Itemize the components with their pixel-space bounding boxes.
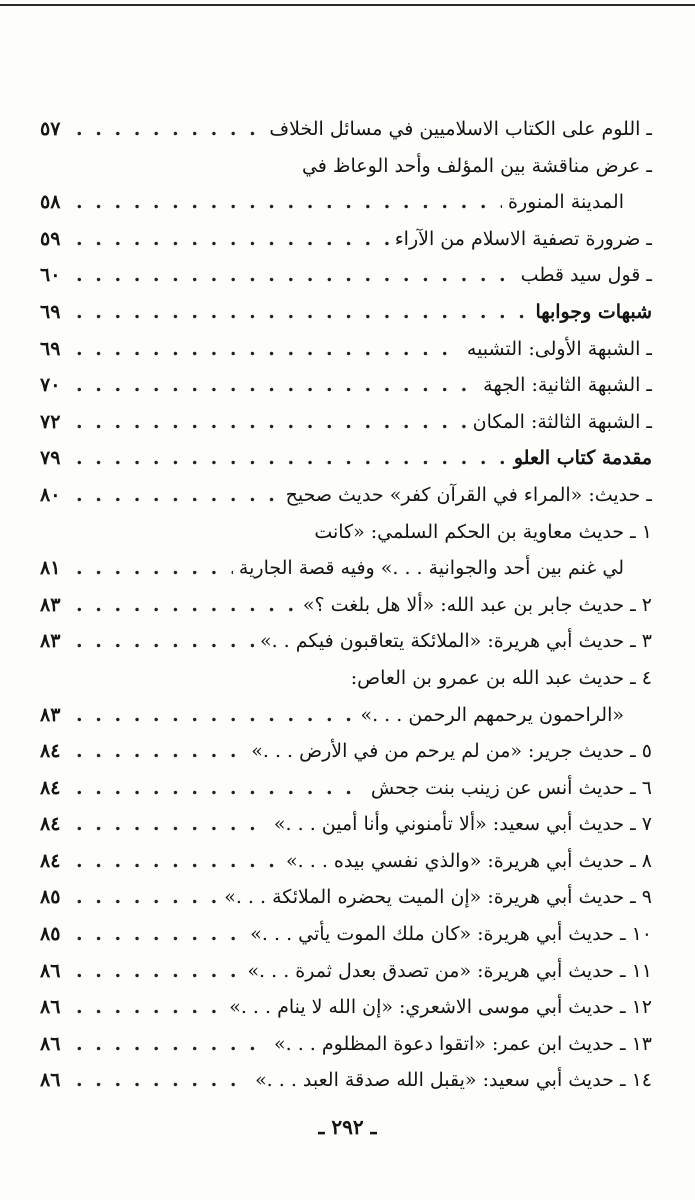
toc-entry-title: ٤ ـ حديث عبد الله بن عمرو بن العاص:	[350, 666, 652, 689]
toc-entry-page: ٥٨	[40, 191, 61, 214]
dot-leader	[76, 704, 354, 726]
dot-leader	[76, 191, 502, 213]
toc-entry	[40, 1069, 652, 1106]
toc-entry-page: ٨٦	[40, 1069, 61, 1092]
toc-entry	[40, 886, 652, 923]
dot-leader	[76, 264, 515, 286]
dot-leader	[76, 1069, 249, 1091]
toc-entry	[40, 118, 652, 155]
toc-entry-page: ٦٩	[40, 300, 61, 323]
toc-section-heading	[40, 447, 652, 484]
dot-leader	[76, 447, 508, 469]
toc-entry-page: ٨٤	[40, 740, 61, 763]
toc-entry-page: ٨٣	[40, 630, 61, 653]
toc-entry-page: ٥٧	[40, 118, 61, 140]
toc-entry-title: شبهات وجوابها	[535, 300, 652, 323]
toc-entry-title: ـ حديث: «المراء في القرآن كفر» حديث صحيح	[285, 483, 652, 506]
toc-entry-page: ٨٣	[40, 703, 61, 726]
toc-entry-page: ٨٠	[40, 483, 61, 506]
toc-entry-title: ٧ ـ حديث أبي سعيد: «ألا تأمنوني وأنا أمين . . .»	[273, 813, 652, 836]
toc-entry	[40, 411, 652, 448]
toc-section-heading	[40, 301, 652, 338]
toc-entry-title: «الراحمون يرحمهم الرحمن . . .»	[360, 703, 624, 726]
toc-entry	[40, 704, 652, 741]
dot-leader	[76, 850, 280, 872]
toc-entry-title: ١٤ ـ حديث أبي سعيد: «يقبل الله صدقة العبد . . .»	[255, 1069, 652, 1092]
toc-entry	[40, 155, 652, 192]
toc-entry-page: ٥٩	[40, 227, 61, 250]
toc-entry-title: ٣ ـ حديث أبي هريرة: «الملائكة يتعاقبون فيكم . .»	[259, 630, 652, 653]
dot-leader	[76, 1033, 268, 1055]
toc-entry	[40, 813, 652, 850]
toc-entry	[40, 960, 652, 997]
toc-entry-title: ـ الشبهة الأولى: التشبيه	[466, 337, 652, 360]
dot-leader	[76, 411, 467, 433]
toc-entry-page: ٨٦	[40, 1032, 61, 1055]
toc-entry-page: ٧٢	[40, 410, 61, 433]
toc-entry-title: ١١ ـ حديث أبي هريرة: «من تصدق بعدل ثمرة . . .»	[247, 959, 652, 982]
table-of-contents	[40, 118, 652, 1106]
dot-leader	[76, 118, 263, 140]
toc-entry-title: ١٠ ـ حديث أبي هريرة: «كان ملك الموت يأتي . . .»	[250, 923, 652, 946]
toc-entry-title: ٨ ـ حديث أبي هريرة: «والذي نفسي بيده . . .»	[286, 849, 652, 872]
toc-entry	[40, 923, 652, 960]
toc-entry-page: ٨٦	[40, 996, 61, 1019]
toc-entry	[40, 521, 652, 558]
toc-entry	[40, 264, 652, 301]
toc-entry-title: المدينة المنورة	[507, 191, 624, 214]
toc-entry	[40, 777, 652, 814]
toc-entry-page: ٨٥	[40, 886, 61, 909]
toc-entry-title: ـ قول سيد قطب	[520, 264, 652, 287]
toc-entry-page: ٧٩	[40, 447, 61, 470]
dot-leader	[76, 996, 223, 1018]
dot-leader	[76, 630, 254, 652]
toc-entry	[40, 374, 652, 411]
toc-entry-title: ـ اللوم على الكتاب الاسلاميين في مسائل الخلاف	[269, 118, 652, 140]
toc-entry-page: ٨١	[40, 557, 61, 580]
dot-leader	[76, 557, 233, 579]
toc-entry-page: ٨٦	[40, 959, 61, 982]
toc-entry-title: ـ ضرورة تصفية الاسلام من الآراء	[394, 227, 652, 250]
dot-leader	[76, 777, 365, 799]
toc-entry	[40, 557, 652, 594]
toc-entry-title: ١٢ ـ حديث أبي موسى الاشعري: «إن الله لا ينام . . .»	[229, 996, 652, 1019]
toc-entry-title: لي غنم بين أحد والجوانية . . .» وفيه قصة الجارية	[238, 557, 624, 580]
toc-entry-title: ٥ ـ حديث جرير: «من لم يرحم من في الأرض . . .»	[251, 740, 652, 763]
toc-entry-page: ٦٩	[40, 337, 61, 360]
toc-entry	[40, 228, 652, 265]
dot-leader	[76, 813, 268, 835]
dot-leader	[76, 301, 529, 323]
toc-entry	[40, 1033, 652, 1070]
toc-entry	[40, 630, 652, 667]
toc-entry-page: ٧٠	[40, 374, 61, 397]
toc-entry	[40, 740, 652, 777]
dot-leader	[76, 594, 297, 616]
dot-leader	[76, 886, 218, 908]
toc-entry-title: مقدمة كتاب العلو	[513, 447, 652, 470]
toc-entry-title: ١٣ ـ حديث ابن عمر: «اتقوا دعوة المظلوم . . .»	[274, 1032, 652, 1055]
toc-entry-title: ـ الشبهة الثانية: الجهة	[483, 374, 652, 397]
toc-entry-page: ٦٠	[40, 264, 61, 287]
page-top-border	[0, 4, 695, 6]
toc-entry	[40, 191, 652, 228]
dot-leader	[76, 484, 280, 506]
toc-entry-page: ٨٤	[40, 776, 61, 799]
dot-leader	[76, 960, 241, 982]
toc-entry-page: ٨٤	[40, 813, 61, 836]
toc-entry-page: ٨٣	[40, 593, 61, 616]
toc-entry	[40, 850, 652, 887]
dot-leader	[76, 740, 245, 762]
toc-entry-title: ٢ ـ حديث جابر بن عبد الله: «ألا هل بلغت ؟»	[302, 593, 652, 616]
toc-entry	[40, 667, 652, 704]
dot-leader	[76, 338, 461, 360]
dot-leader	[76, 228, 389, 250]
toc-entry-page: ٨٥	[40, 923, 61, 946]
page-number: ـ ٢٩٢ ـ	[318, 1115, 377, 1139]
toc-entry	[40, 996, 652, 1033]
toc-entry-title: ٩ ـ حديث أبي هريرة: «إن الميت يحضره الملائكة . . .»	[224, 886, 652, 909]
toc-entry-title: ـ الشبهة الثالثة: المكان	[472, 410, 652, 433]
toc-entry-title: ١ ـ حديث معاوية بن الحكم السلمي: «كانت	[314, 520, 652, 543]
toc-entry-title: ٦ ـ حديث أنس عن زينب بنت جحش	[370, 776, 652, 799]
dot-leader	[76, 923, 244, 945]
toc-entry-page: ٨٤	[40, 849, 61, 872]
dot-leader	[76, 374, 477, 396]
toc-entry-title: ـ عرض مناقشة بين المؤلف وأحد الوعاظ في	[301, 154, 652, 177]
toc-entry	[40, 594, 652, 631]
toc-entry	[40, 484, 652, 521]
toc-entry	[40, 338, 652, 375]
